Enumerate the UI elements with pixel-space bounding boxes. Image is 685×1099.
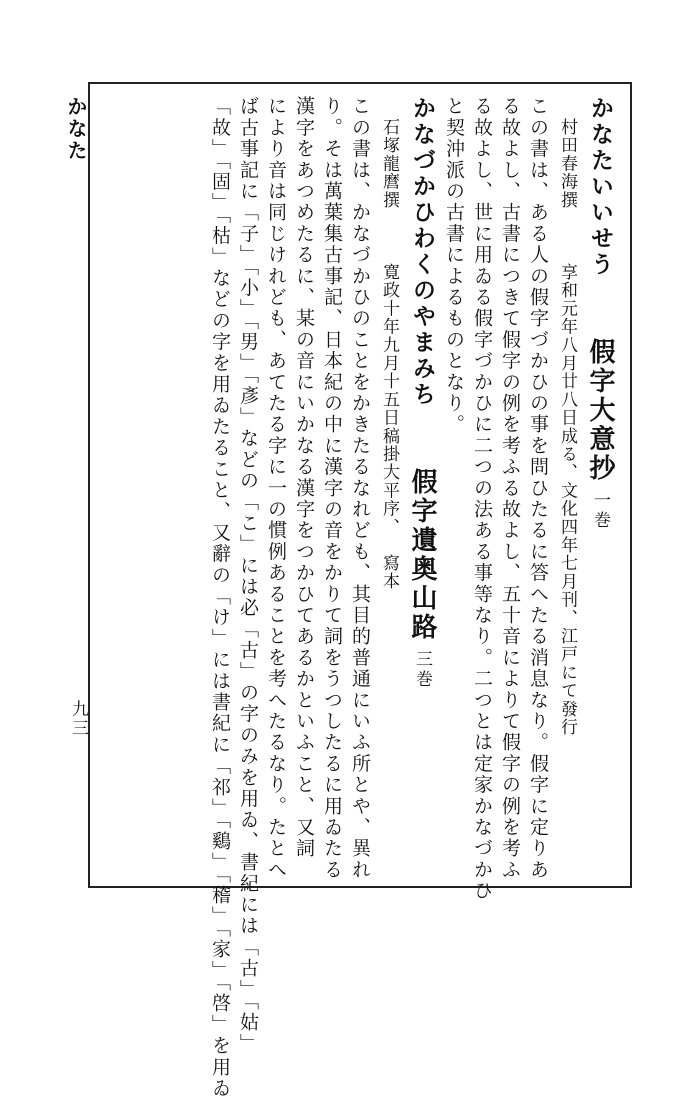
text-block	[104, 96, 618, 1099]
entry-1-reading: かなたいいせう	[587, 96, 614, 278]
entry-2-body-line: 「故」「固」「枯」などの字を用ゐたること、又辭の「け」には書紀に「祁」「鷄」「稽」「家」「啓」を用ゐ	[209, 96, 231, 1099]
entry-2-heading	[404, 96, 440, 876]
page-number: 九三	[68, 700, 88, 738]
entry-1-date-note: 享和元年八月廿八日成る、文化四年七月刊、江戸にて發行	[557, 263, 577, 737]
entry-1-body-line: る故よし、世に用ゐる假字づかひに二つの法ある事等なり。二つとは定家かなづかひ	[471, 96, 493, 902]
entry-1-body-line: この書は、ある人の假字づかひの事を問ひたるに答へたる消息なり。假字に定りあ	[527, 96, 549, 881]
entry-1-volumes: 一巻	[590, 491, 610, 531]
entry-2-note: 寫本	[379, 554, 399, 591]
entry-2-volumes: 三巻	[412, 650, 432, 690]
entry-2-body-line: り。そは萬葉集古事記、日本紀の中に漢字の音をかりて詞をうつしたるに用ゐたる	[321, 96, 343, 881]
entry-2-body-line: ば古事記に「子」「小」「男」「彥」などの「こ」には必「古」の字のみを用ゐ、書紀には「古」「姑」	[237, 96, 259, 1055]
entry-1-body-line: る故よし、古書につきて假字の例を考ふる故よし、五十音によりて假字の例を考ふ	[499, 96, 521, 881]
entry-2-preface: 掛大平序、	[379, 445, 399, 536]
entry-1-body-line: と契沖派の古書によるものとなり。	[443, 96, 465, 436]
entry-2-title: 假字遺奥山路	[407, 468, 437, 642]
entry-2-meta	[374, 96, 404, 876]
entry-2-author: 石塚龍麿撰	[379, 118, 399, 209]
entry-1-title: 假字大意抄	[585, 338, 615, 483]
entry-1-heading	[582, 96, 618, 876]
entry-1-meta	[552, 96, 582, 876]
entry-2-body-line: この書は、かなづかひのことをかきたるなれども、其目的普通にいふ所とや、異れ	[349, 96, 371, 881]
entry-2-body-line: 漢字をあつめたるに、某の音にいかなる漢字をつかひてあるかといふこと、又詞	[293, 96, 315, 860]
entry-2-body-line: により音は同じけれども、あてたる字に一の慣例あることを考へたるなり。たとへ	[265, 96, 287, 881]
entry-2-reading: かなづかひわくのやまみち	[409, 96, 436, 408]
entry-2-date-note: 寛政十年九月十五日稿	[379, 263, 399, 445]
running-head: かなた	[64, 96, 88, 162]
entry-1-author: 村田春海撰	[557, 118, 577, 209]
